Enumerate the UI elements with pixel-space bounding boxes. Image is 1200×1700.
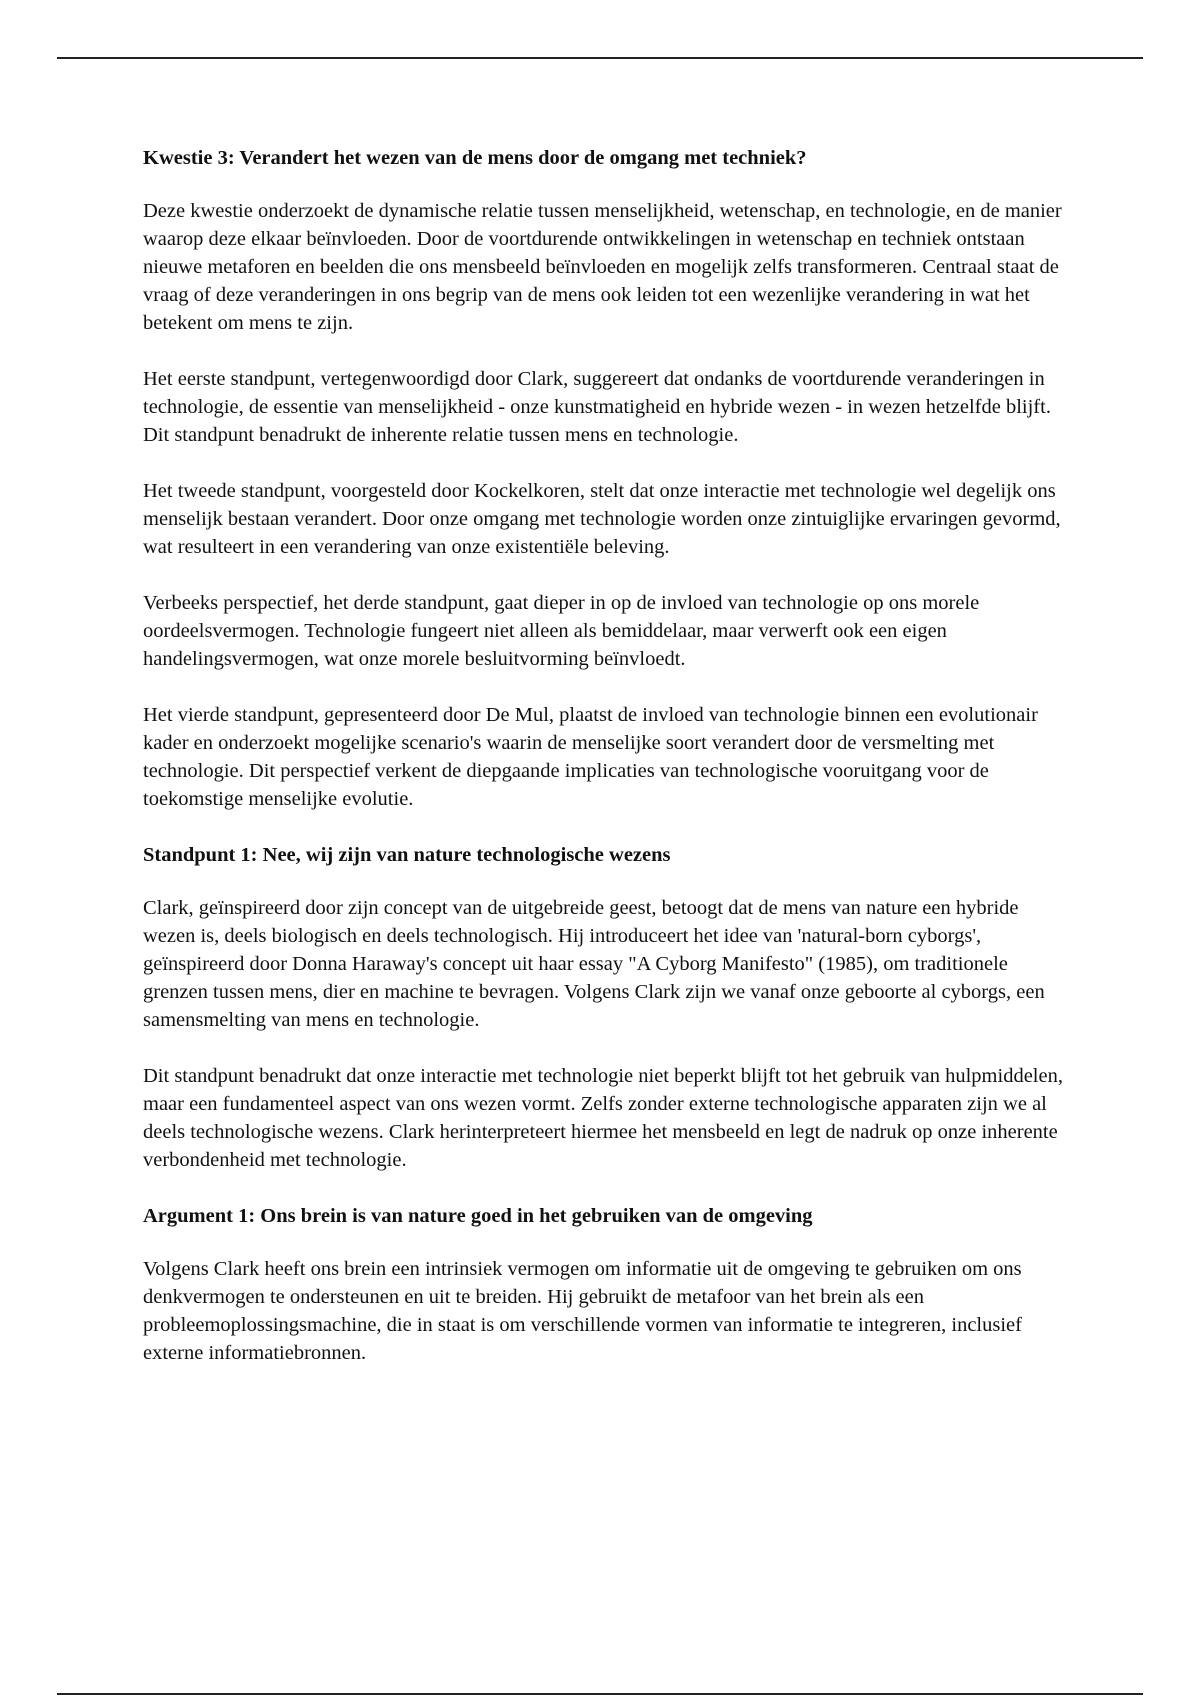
paragraph-standpunt-de-mul: Het vierde standpunt, gepresenteerd door De Mul, plaatst de invloed van technologie binnen een evolutionair kader en onderzoekt mogelijke scenario's waarin de menselijke soort verandert door de versmelting met technologie. Dit perspectief verkent de diepgaande implicaties van technologische vooruitgang voor de toekomstige menselijke evolutie.: [143, 704, 1038, 810]
paragraph-clark-cyborgs: Clark, geïnspireerd door zijn concept van de uitgebreide geest, betoogt dat de mens van nature een hybride wezen is, deels biologisch en deels technologisch. Hij introduceert het idee van 'natural-born cyborgs', geïnspireerd door Donna Haraway's concept uit haar essay "A Cyborg Manifesto" (1985), om traditionele grenzen tussen mens, dier en machine te bevragen. Volgens Clark zijn we vanaf onze geboorte al cyborgs, een samensmelting van mens en technologie.: [143, 897, 1045, 1031]
paragraph-standpunt-kockelkoren: Het tweede standpunt, voorgesteld door Kockelkoren, stelt dat onze interactie met technologie wel degelijk ons menselijk bestaan verandert. Door onze omgang met technologie worden onze zintuiglijke ervaringen gevormd, wat resulteert in een verandering van onze existentiële beleving.: [143, 480, 1061, 558]
top-rule: [57, 57, 1143, 59]
paragraph-intro: Deze kwestie onderzoekt de dynamische relatie tussen menselijkheid, wetenschap, en technologie, en de manier waarop deze elkaar beïnvloeden. Door de voortdurende ontwikkelingen in wetenschap en techniek ontstaan nieuwe metaforen en beelden die ons mensbeeld beïnvloeden en mogelijk zelfs transformeren. Centraal staat de vraag of deze veranderingen in ons begrip van de mens ook leiden tot een wezenlijke verandering in wat het betekent om mens te zijn.: [143, 200, 1062, 334]
paragraph-standpunt-clark: Het eerste standpunt, vertegenwoordigd door Clark, suggereert dat ondanks de voortdurende veranderingen in technologie, de essentie van menselijkheid - onze kunstmatigheid en hybride wezen - in wezen hetzelfde blijft. Dit standpunt benadrukt de inherente relatie tussen mens en technologie.: [143, 368, 1051, 446]
paragraph-clark-interactie: Dit standpunt benadrukt dat onze interactie met technologie niet beperkt blijft tot het gebruik van hulpmiddelen, maar een fundamenteel aspect van ons wezen vormt. Zelfs zonder externe technologische apparaten zijn we al deels technologische wezens. Clark herinterpreteert hiermee het mensbeeld en legt de nadruk op onze inherente verbondenheid met technologie.: [143, 1065, 1063, 1171]
heading-kwestie-3: Kwestie 3: Verandert het wezen van de mens door de omgang met techniek?: [143, 147, 807, 169]
paragraph-argument-brein: Volgens Clark heeft ons brein een intrinsiek vermogen om informatie uit de omgeving te gebruiken om ons denkvermogen te ondersteunen en uit te breiden. Hij gebruikt de metafoor van het brein als een probleemoplossingsmachine, die in staat is om verschillende vormen van informatie te integreren, inclusief externe informatiebronnen.: [143, 1258, 1022, 1364]
document-body: [143, 144, 1068, 1395]
heading-argument-1: Argument 1: Ons brein is van nature goed in het gebruiken van de omgeving: [143, 1205, 813, 1227]
heading-standpunt-1: Standpunt 1: Nee, wij zijn van nature technologische wezens: [143, 844, 671, 866]
paragraph-standpunt-verbeek: Verbeeks perspectief, het derde standpunt, gaat dieper in op de invloed van technologie op ons morele oordeelsvermogen. Technologie fungeert niet alleen als bemiddelaar, maar verwerft ook een eigen handelingsvermogen, wat onze morele besluitvorming beïnvloedt.: [143, 592, 980, 670]
bottom-rule: [57, 1693, 1143, 1695]
